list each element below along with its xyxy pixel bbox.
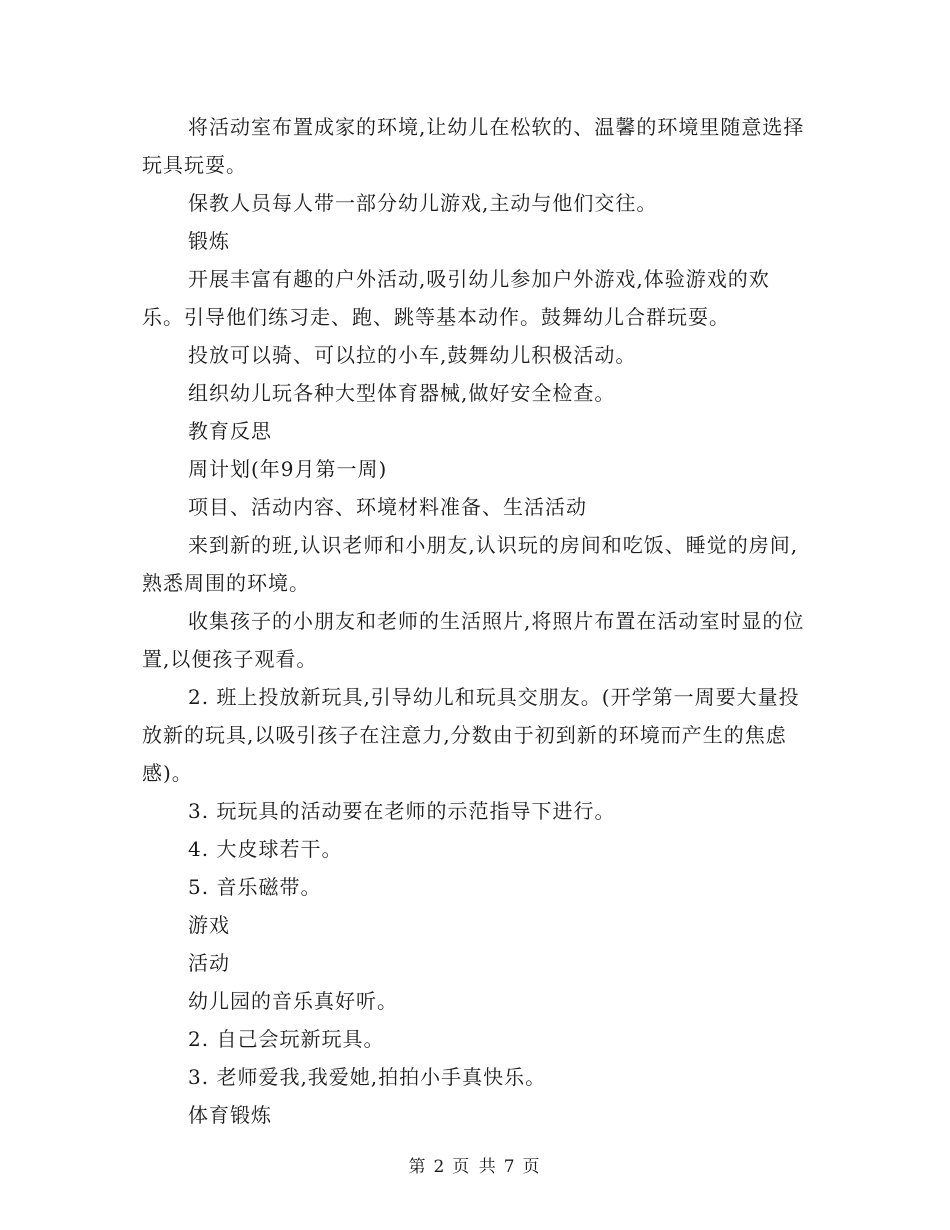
footer-suffix: 页 [522, 1157, 542, 1177]
document-body [142, 108, 810, 1134]
paragraph: 将活动室布置成家的环境,让幼儿在松软的、温馨的环境里随意选择玩具玩耍。 [142, 115, 805, 177]
section-heading: 锻炼 [188, 229, 230, 253]
section-heading: 教育反思 [188, 419, 272, 443]
paragraph: 来到新的班,认识老师和小朋友,认识玩的房间和吃饭、睡觉的房间,熟悉周围的环境。 [142, 533, 799, 595]
list-item: 5. 音乐磁带。 [188, 875, 322, 899]
list-item: 3. 老师爱我,我爱她,拍拍小手真快乐。 [188, 1065, 547, 1089]
section-heading: 周计划(年9月第一周) [188, 457, 388, 481]
footer-prefix: 第 [408, 1157, 428, 1177]
section-heading: 体育锻炼 [188, 1103, 272, 1127]
footer-page-number: 2 [433, 1157, 447, 1177]
paragraph: 投放可以骑、可以拉的小车,鼓舞幼儿积极活动。 [188, 343, 637, 367]
paragraph: 幼儿园的音乐真好听。 [188, 989, 398, 1013]
list-item: 3. 玩玩具的活动要在老师的示范指导下进行。 [188, 799, 616, 823]
footer-mid: 页 共 [452, 1157, 498, 1177]
list-item: 4. 大皮球若干。 [188, 837, 343, 861]
paragraph: 开展丰富有趣的户外活动,吸引幼儿参加户外游戏,体验游戏的欢乐。引导他们练习走、跑、跳等基本动作。鼓舞幼儿合群玩耍。 [142, 267, 770, 329]
footer-total-pages: 7 [503, 1157, 517, 1177]
section-heading: 游戏 [188, 913, 230, 937]
paragraph: 保教人员每人带一部分幼儿游戏,主动与他们交往。 [188, 191, 658, 215]
list-item: 2. 自己会玩新玩具。 [188, 1027, 385, 1051]
page-footer [0, 1152, 950, 1177]
paragraph: 收集孩子的小朋友和老师的生活照片,将照片布置在活动室时显的位置,以便孩子观看。 [142, 609, 805, 671]
paragraph: 组织幼儿玩各种大型体育器械,做好安全检查。 [188, 381, 616, 405]
paragraph: 项目、活动内容、环境材料准备、生活活动 [188, 495, 587, 519]
section-heading: 活动 [188, 951, 230, 975]
list-item: 2. 班上投放新玩具,引导幼儿和玩具交朋友。(开学第一周要大量投放新的玩具,以吸引孩子在注意力,分数由于初到新的环境而产生的焦虑感)。 [142, 685, 800, 785]
